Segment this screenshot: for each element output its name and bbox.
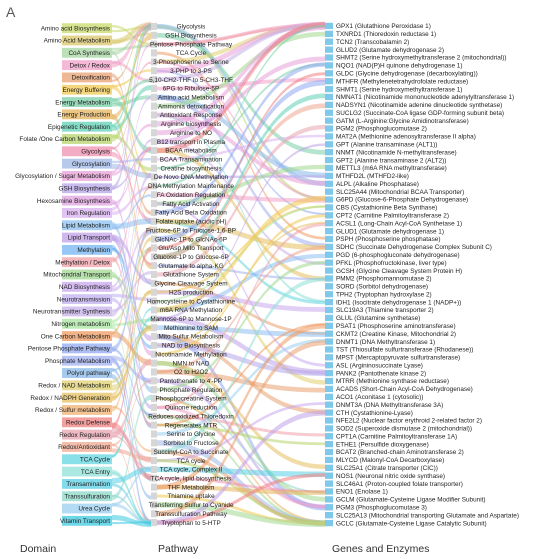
domain-label-mitochondrial-transport: Mitochondrial Transport bbox=[43, 271, 110, 279]
pathway-column-title: Pathway bbox=[158, 543, 199, 555]
pathway-label-fa-oxidation-regulation: FA Oxidation Regulation bbox=[156, 191, 226, 199]
gene-label-slc46a1: SLC46A1 (Proton-coupled folate transporter) bbox=[336, 480, 463, 488]
gene-label-cth: CTH (Cystathionine-Lyase) bbox=[336, 409, 413, 417]
pathway-label-antioxidant-response: Antioxidant Response bbox=[159, 112, 223, 120]
gene-node-bar bbox=[325, 236, 333, 242]
pathway-node-bar bbox=[151, 147, 157, 154]
pathway-label-m6a-rna-methylation: m6A RNA Methylation bbox=[159, 307, 223, 315]
pathway-node-bar bbox=[151, 129, 157, 136]
pathway-label-phosphate-regulation: Phosphate Regulation bbox=[159, 386, 223, 394]
pathway-label-5-10-ch2-thf-to-5-ch3-thf: 5,10-CH2-THF to 5-CH3-THF bbox=[149, 76, 233, 84]
gene-node-bar bbox=[325, 157, 333, 163]
gene-label-gclc: GCLC (Glutamate-Cysteine Ligase Catalytic Subunit) bbox=[336, 520, 487, 528]
domain-label-nitrogen-metabolism: Nitrogen metabolism bbox=[51, 320, 110, 328]
pathway-label-fatty-acid-activation: Fatty Acid Activation bbox=[162, 200, 220, 208]
gene-node-bar bbox=[325, 181, 333, 187]
gene-node-bar bbox=[325, 212, 333, 218]
gene-label-gclm: GCLM (Glutamate-Cysteine Ligase Modifier Subunit) bbox=[336, 496, 486, 504]
gene-node-bar bbox=[325, 46, 333, 52]
domain-label-tca-cycle: TCA Cycle bbox=[79, 456, 110, 464]
pathway-node-bar bbox=[151, 262, 157, 269]
pathway-label-homocysteine-to-cystathionine: Homocysteine to Cystathionine bbox=[146, 298, 236, 306]
domain-label-one-carbon-metabolism: One Carbon Metabolism bbox=[40, 333, 110, 341]
domain-label-energy-metabolism: Energy Metabolism bbox=[55, 99, 110, 107]
pathway-node-bar bbox=[151, 120, 157, 127]
domain-label-redox-nadph-generation: Redox / NADPH Generation bbox=[30, 394, 110, 402]
gene-label-mthfr: MTHFR (Methylenetetrahydrofolate reductase) bbox=[336, 78, 469, 86]
gene-node-bar bbox=[325, 346, 333, 352]
gene-label-pmm2: PMM2 (Phosphomannomutase 2) bbox=[336, 275, 432, 283]
gene-node-bar bbox=[325, 54, 333, 60]
pathway-label-fatty-acid-beta-oxidation: Fatty Acid Beta Oxidation bbox=[155, 209, 227, 217]
gene-node-bar bbox=[325, 433, 333, 439]
gene-node-bar bbox=[325, 480, 333, 486]
domain-column-title: Domain bbox=[20, 543, 57, 555]
domain-label-vitamin-transport: Vitamin Transport bbox=[60, 518, 110, 526]
domain-label-amino-acid-metabolism: Amino Acid Metabolism bbox=[43, 37, 110, 45]
domain-label-tca-entry: TCA Entry bbox=[80, 468, 110, 476]
gene-node-bar bbox=[325, 94, 333, 100]
gene-node-bar bbox=[325, 31, 333, 37]
pathway-label-thiamine-uptake: Thiamine uptake bbox=[167, 493, 215, 501]
gene-node-bar bbox=[325, 204, 333, 210]
gene-label-nos1: NOS1 (Neuronal nitric oxide synthase) bbox=[336, 472, 446, 480]
pathway-label-tca-cycle-lipid-biosynthesis: TCA cycle, lipid biosynthesis bbox=[150, 475, 232, 483]
gene-label-pank2: PANK2 (Pantothenate kinase 2) bbox=[336, 370, 427, 378]
domain-label-coa-synthesis: CoA Synthesis bbox=[68, 49, 110, 57]
pathway-label-dna-methylation-maintenance: DNA Methylation Maintenance bbox=[148, 183, 234, 191]
pathway-label-pantothenate-to-4-pp: Pantothenate to 4'-PP bbox=[159, 378, 223, 386]
gene-label-nfe2l2: NFE2L2 (Nuclear factor erythroid 2-related factor 2) bbox=[336, 417, 482, 425]
gene-node-bar bbox=[325, 457, 333, 463]
pathway-label-3-php-to-3-ps: 3-PHP to 3-PS bbox=[170, 67, 212, 75]
gene-node-bar bbox=[325, 228, 333, 234]
gene-label-aco1: ACO1 (Aconitase 1 (cytosolic)) bbox=[336, 394, 424, 402]
gene-label-pgd: PGD (6-phosphogluconate dehydrogenase) bbox=[336, 251, 460, 259]
pathway-node-bar bbox=[151, 23, 157, 30]
domain-label-transamination: Transamination bbox=[66, 481, 110, 489]
domain-label-glycolysis: Glycolysis bbox=[81, 148, 110, 156]
pathway-node-bar bbox=[151, 342, 157, 349]
domain-label-amino-acid-biosynthesis: Amino acid Biosynthesis bbox=[40, 25, 110, 33]
gene-label-alpl: ALPL (Alkaline Phosphatase) bbox=[336, 180, 419, 188]
pathway-node-bar bbox=[151, 271, 157, 278]
gene-label-nmnat1: NMNAT1 (Nicotinamide mononucleotide adenylyltransferase 1) bbox=[336, 94, 515, 102]
pathway-node-bar bbox=[151, 200, 157, 207]
pathway-label-methionine-to-sam: Methionine to SAM bbox=[164, 324, 218, 332]
gene-label-cpt1a: CPT1A (Carnitine Palmitoyltransferase 1A) bbox=[336, 433, 458, 441]
pathway-label-thf-metabolism: THF Metabolism bbox=[167, 484, 215, 492]
gene-node-bar bbox=[325, 86, 333, 92]
gene-node-bar bbox=[325, 496, 333, 502]
gene-node-bar bbox=[325, 417, 333, 423]
gene-node-bar bbox=[325, 165, 333, 171]
domain-label-epigenetic-regulation: Epigenetic Regulation bbox=[47, 123, 110, 131]
gene-node-bar bbox=[325, 267, 333, 273]
gene-label-shmt1: SHMT1 (Serine hydroxymethyltransferase 1) bbox=[336, 86, 463, 94]
gene-node-bar bbox=[325, 70, 333, 76]
gene-label-nadsyn1: NADSYN1 (Nicotinamide adenine dinucleotide synthetase) bbox=[336, 102, 503, 110]
gene-label-gldc: GLDC (Glycine dehydrogenase (decarboxylating)) bbox=[336, 70, 478, 78]
gene-label-shmt2: SHMT2 (Serine hydroxymethyltransferase 2 (mitochondrial)) bbox=[336, 54, 507, 62]
gene-node-bar bbox=[325, 323, 333, 329]
gene-label-g6pd: G6PD (Glucose-6-Phosphate Dehydrogenase) bbox=[336, 196, 469, 204]
gene-node-bar bbox=[325, 315, 333, 321]
gene-node-bar bbox=[325, 133, 333, 139]
gene-label-dnmt1: DNMT1 (DNA Methyltransferase 1) bbox=[336, 338, 436, 346]
gene-label-slc25a1: SLC25A1 (Citrate transporter (CIC)) bbox=[336, 465, 438, 473]
gene-label-tcn2: TCN2 (Transcobalamin 2) bbox=[336, 38, 410, 46]
pathway-label-6pg-to-ribulose-5p: 6PG to Ribulose-5P bbox=[162, 85, 220, 93]
gene-label-slc25a13: SLC25A13 (Mitochondrial transporting Glutamate and Aspartate) bbox=[336, 512, 519, 520]
pathway-label-sorbitol-to-fructose: Sorbitol to Fructose bbox=[163, 440, 219, 448]
gene-node-bar bbox=[325, 244, 333, 250]
pathway-label-glycolysis: Glycolysis bbox=[176, 23, 206, 31]
gene-label-gpt: GPT (Alanine transaminase (ALT1)) bbox=[336, 141, 438, 149]
gene-label-nqo1: NQO1 (NAD(P)H quinone dehydrogenase 1) bbox=[336, 62, 463, 70]
pathway-node-bar bbox=[151, 289, 157, 296]
gene-label-ckmt2: CKMT2 (Creatine Kinase, Mitochondrial 2) bbox=[336, 330, 457, 338]
gene-node-bar bbox=[325, 520, 333, 526]
gene-label-idh1: IDH1 (Isocitrate dehydrogenase 1 (NADP+)) bbox=[336, 299, 462, 307]
pathway-label-tca-cycle-complex-ii: TCA cycle, Complex II bbox=[159, 466, 223, 474]
pathway-label-bcaa-transamination: BCAA Transamination bbox=[159, 156, 223, 164]
pathway-label-amino-acid-metabolism: Amino acid Metabolism bbox=[157, 94, 225, 102]
pathway-label-pentose-phosphate-pathway: Pentose Phosphate Pathway bbox=[149, 41, 233, 49]
pathway-node-bar bbox=[151, 404, 157, 411]
domain-label-pentose-phosphate-pathway: Pentose Phosphate Pathway bbox=[27, 345, 110, 353]
pathway-node-bar bbox=[151, 49, 157, 56]
pathway-label-transsulfuration-pathway: Transsulfuration Pathway bbox=[155, 510, 227, 518]
pathway-node-bar bbox=[151, 111, 157, 118]
pathway-label-de-novo-dna-methylation: De Novo DNA Methylation bbox=[153, 174, 229, 182]
pathway-node-bar bbox=[151, 484, 157, 491]
pathway-label-h2s-production: H2S production bbox=[168, 289, 214, 297]
gene-label-cbs: CBS (Cystathionine Beta Synthase) bbox=[336, 204, 438, 212]
pathway-label-b12-transport-in-plasma: B12 transport in Plasma bbox=[156, 138, 226, 146]
gene-label-psph: PSPH (Phosphoserine phosphatase) bbox=[336, 236, 441, 244]
pathway-label-transferring-sulfur-to-cyanide: Transferring Sulfur to Cyanide bbox=[148, 502, 234, 510]
gene-label-suclg2: SUCLG2 (Succinate-CoA ligase GDP-forming subunit beta) bbox=[336, 109, 505, 117]
gene-node-bar bbox=[325, 125, 333, 131]
gene-node-bar bbox=[325, 449, 333, 455]
gene-node-bar bbox=[325, 425, 333, 431]
gene-label-nnmt: NNMT (Nicotinamide N-methyltransferase) bbox=[336, 149, 457, 157]
pathway-node-bar bbox=[151, 377, 157, 384]
domain-label-methylation: Methylation bbox=[77, 247, 110, 255]
gene-node-bar bbox=[325, 291, 333, 297]
gene-label-acsl1: ACSL1 (Long-Chain Acyl-CoA Synthetase 1) bbox=[336, 220, 463, 228]
gene-label-pgm2: PGM2 (Phosphoglucomutase 2) bbox=[336, 125, 427, 133]
gene-label-mat2a: MAT2A (Methionine adenosyltransferase II alpha) bbox=[336, 133, 476, 141]
domain-label-neurotransmitter-synthesis: Neurotransmitter Synthesis bbox=[32, 308, 110, 316]
gene-label-tst: TST (Thiosulfate sulfurtransferase (Rhodanese)) bbox=[336, 346, 474, 354]
gene-label-glud2: GLUD2 (Glutamate dehydrogenase 2) bbox=[336, 46, 444, 54]
pathway-label-succinyl-coa-to-succinate: Succinyl-CoA to Succinate bbox=[153, 448, 229, 456]
pathway-node-bar bbox=[151, 67, 157, 74]
pathway-label-glycine-cleavage-system: Glycine Cleavage System bbox=[154, 280, 228, 288]
gene-node-bar bbox=[325, 62, 333, 68]
gene-node-bar bbox=[325, 39, 333, 45]
gene-node-bar bbox=[325, 354, 333, 360]
pathway-label-nmn-to-nad: NMN to NAD bbox=[172, 360, 210, 368]
pathway-node-bar bbox=[151, 360, 157, 367]
gene-node-bar bbox=[325, 402, 333, 408]
pathway-label-glcnac-1p-to-glcnac-6p: GlcNAc-1P to GlcNAc-6P bbox=[155, 236, 227, 244]
domain-label-redox-antioxidant: Redox/Antioxidant bbox=[58, 444, 110, 452]
pathway-node-bar bbox=[151, 457, 157, 464]
gene-node-bar bbox=[325, 512, 333, 518]
gene-label-slc19a3: SLC19A3 (Thiamine transporter 2) bbox=[336, 307, 434, 315]
gene-node-bar bbox=[325, 275, 333, 281]
pathway-label-quinone-reduction: Quinone reduction bbox=[164, 404, 218, 412]
pathway-node-bar bbox=[151, 386, 157, 393]
gene-node-bar bbox=[325, 362, 333, 368]
gene-node-bar bbox=[325, 220, 333, 226]
gene-label-mlycd: MLYCD (Malonyl-CoA Decarboxylase) bbox=[336, 457, 445, 465]
gene-label-gcsh: GCSH (Glycine Cleavage System Protein H) bbox=[336, 267, 463, 275]
pathway-label-nicotinamide-methylation: Nicotinamide Methylation bbox=[155, 351, 227, 359]
pathway-node-bar bbox=[151, 439, 157, 446]
pathway-node-bar bbox=[151, 156, 157, 163]
gene-label-mettl3: METTL3 (m6A RNA methyltransferase) bbox=[336, 165, 447, 173]
pathway-node-bar bbox=[151, 32, 157, 39]
gene-node-bar bbox=[325, 331, 333, 337]
domain-label-energy-production: Energy Production bbox=[57, 111, 110, 119]
gene-node-bar bbox=[325, 409, 333, 415]
gene-label-tph2: TPH2 (Tryptophan hydroxylase 2) bbox=[336, 291, 432, 299]
pathway-label-gsh-biosynthesis: GSH Biosynthesis bbox=[165, 32, 217, 40]
gene-node-bar bbox=[325, 378, 333, 384]
domain-label-glycosylation-sugar-metabolism: Glycosylation / Sugar Metabolism bbox=[15, 173, 110, 181]
gene-label-ethe1: ETHE1 (Persulfide dioxygenase) bbox=[336, 441, 429, 449]
domain-label-nad-biosynthesis: NAD Biosynthesis bbox=[58, 284, 110, 292]
gene-node-bar bbox=[325, 488, 333, 494]
pathway-label-arginine-to-no: Arginine to NO bbox=[170, 129, 212, 137]
pathway-label-mito-sulfur-metabolism: Mito Sulfur Metabolism bbox=[158, 333, 224, 341]
pathway-label-glutathione-system: Glutathione System bbox=[163, 271, 219, 279]
panel-label: A bbox=[6, 4, 16, 20]
pathway-node-bar bbox=[151, 244, 157, 251]
gene-node-bar bbox=[325, 173, 333, 179]
pathway-label-phosphocreatine-system: Phosphocreatine System bbox=[155, 395, 227, 403]
pathway-label-tryptophan-to-5-htp: Tryptophan to 5-HTP bbox=[161, 519, 221, 527]
gene-node-bar bbox=[325, 473, 333, 479]
domain-label-lipid-transport: Lipid Transport bbox=[67, 234, 110, 242]
gene-node-bar bbox=[325, 117, 333, 123]
pathway-label-glutamate-to-alpha-kg: Glutamate to alpha-KG bbox=[158, 262, 224, 270]
pathway-node-bar bbox=[151, 368, 157, 375]
pathway-node-bar bbox=[151, 94, 157, 101]
domain-label-folate-one-carbon-metabolism: Folate /One Carbon Metabolism bbox=[19, 136, 110, 144]
domain-label-hexosamine-biosynthesis: Hexosamine Biosynthesis bbox=[36, 197, 110, 205]
domain-pathway-link bbox=[112, 158, 151, 163]
gene-label-glud1: GLUD1 (Glutamate dehydrogenase 1) bbox=[336, 228, 444, 236]
gene-label-sod2: SOD2 (Superoxide dismutase 2 (mitochondrial)) bbox=[336, 425, 473, 433]
pathway-label-folate-uptake-acidic-ph: Folate uptake (acidic pH) bbox=[155, 218, 227, 226]
gene-label-mtrr: MTRR (Methionine synthase reductase) bbox=[336, 378, 449, 386]
gene-node-bar bbox=[325, 23, 333, 29]
domain-label-redox-sulfur-metabolism: Redox / Sulfur metabolism bbox=[35, 407, 110, 415]
domain-label-detoxification: Detoxification bbox=[71, 74, 110, 82]
pathway-label-o2-to-h2o2: O2 to H2O2 bbox=[173, 369, 209, 377]
gene-node-bar bbox=[325, 102, 333, 108]
gene-node-bar bbox=[325, 299, 333, 305]
gene-node-bar bbox=[325, 252, 333, 258]
domain-label-detox-redox: Detox / Redox bbox=[69, 62, 110, 70]
gene-node-bar bbox=[325, 338, 333, 344]
domain-label-polyol-pathway: Polyol pathway bbox=[67, 370, 110, 378]
gene-label-sdhc: SDHC (Succinate Dehydrogenase Complex Subunit C) bbox=[336, 244, 492, 252]
domain-label-redox-regulation: Redox Regulation bbox=[59, 431, 110, 439]
gene-node-bar bbox=[325, 386, 333, 392]
domain-label-energy-buffering: Energy Buffering bbox=[62, 86, 110, 94]
gene-node-bar bbox=[325, 260, 333, 266]
gene-label-gatm: GATM (L-Arginine:Glycine Amidinotransferase) bbox=[336, 117, 469, 125]
gene-label-gpt2: GPT2 (Alanine transaminase 2 (ALT2)) bbox=[336, 157, 447, 165]
pathway-label-mannose-6p-to-mannose-1p: Mannose-6P to Mannose-1P bbox=[150, 315, 232, 323]
gene-label-acads: ACADS (Short-Chain Acyl-CoA Dehydrogenase) bbox=[336, 386, 473, 394]
gene-node-bar bbox=[325, 188, 333, 194]
gene-label-pgm3: PGM3 (Phosphoglucomutase 3) bbox=[336, 504, 427, 512]
gene-node-bar bbox=[325, 283, 333, 289]
gene-node-bar bbox=[325, 149, 333, 155]
gene-node-bar bbox=[325, 307, 333, 313]
gene-label-glul: GLUL (Glutamine synthetase) bbox=[336, 315, 421, 323]
gene-node-bar bbox=[325, 370, 333, 376]
domain-label-gsh-biosynthesis: GSH Biosynthesis bbox=[58, 185, 110, 193]
pathway-node-bar bbox=[151, 492, 157, 499]
gene-label-gpx1: GPX1 (Glutathione Peroxidase 1) bbox=[336, 23, 431, 31]
gene-node-bar bbox=[325, 504, 333, 510]
domain-label-redox-nad-metabolism: Redox / NAD Metabolism bbox=[38, 382, 110, 390]
pathway-label-fructose-6p-to-fructose-1-6-bp: Fructose-6P to Fructose-1,6-BP bbox=[145, 227, 237, 235]
pathway-label-tca-cycle: TCA Cycle bbox=[175, 50, 207, 58]
gene-label-mpst: MPST (Mercaptopyruvate sulfurtransferase) bbox=[336, 354, 461, 362]
domain-label-iron-regulation: Iron Regulation bbox=[66, 210, 110, 218]
gene-node-bar bbox=[325, 394, 333, 400]
pathway-node-bar bbox=[151, 165, 157, 172]
domain-label-urea-cycle: Urea Cycle bbox=[78, 505, 110, 513]
gene-node-bar bbox=[325, 441, 333, 447]
pathway-label-reduces-oxidized-thioredoxin: Reduces oxidized Thioredoxin bbox=[148, 413, 234, 421]
pathway-label-glu-asp-mito-transport: Glu/Asp Mito Transport bbox=[158, 245, 224, 253]
gene-node-bar bbox=[325, 141, 333, 147]
pathway-label-regenerates-mtr: Regenerates MTR bbox=[164, 422, 218, 430]
pathway-label-serine-to-glycine: Serine to Glycine bbox=[166, 431, 216, 439]
gene-label-dnmt3a: DNMT3A (DNA Methyltransferase 3A) bbox=[336, 401, 444, 409]
domain-label-phosphate-metabolism: Phosphate Metabolism bbox=[44, 357, 110, 365]
pathway-label-creatine-biosynthesis: Creatine biosynthesis bbox=[160, 165, 222, 173]
gene-label-cpt2: CPT2 (Carnitine Palmitoyltransferase 2) bbox=[336, 212, 449, 220]
gene-node-bar bbox=[325, 110, 333, 116]
gene-node-bar bbox=[325, 465, 333, 471]
domain-label-methylation-detox: Methylation / Detox bbox=[55, 259, 110, 267]
pathway-node-bar bbox=[151, 422, 157, 429]
pathway-node-bar bbox=[151, 306, 157, 313]
pathway-node-bar bbox=[151, 324, 157, 331]
domain-label-neurotransmission: Neurotransmission bbox=[56, 296, 110, 304]
gene-label-psat1: PSAT1 (Phosphoserine aminotransferase) bbox=[336, 322, 456, 330]
pathway-label-ammonia-detoxification: Ammonia detoxification bbox=[157, 103, 225, 111]
pathway-node-bar bbox=[151, 333, 157, 340]
pathway-label-3-phosphoserine-to-serine: 3-Phosphoserine to Serine bbox=[153, 59, 229, 67]
pathway-label-nad-to-biosynthesis: NAD to Biosynthesis bbox=[161, 342, 221, 350]
pathway-label-glucose-1p-to-glucose-6p: Glucose-1P to Glucose-6P bbox=[153, 253, 229, 261]
gene-label-asl: ASL (Argininosuccinate Lyase) bbox=[336, 362, 423, 370]
pathway-node-bar bbox=[151, 466, 157, 473]
domain-label-glycosylation: Glycosylation bbox=[71, 160, 110, 168]
gene-node-bar bbox=[325, 78, 333, 84]
pathway-label-tca-cycle: TCA cycle bbox=[176, 457, 206, 465]
gene-label-txnrd1: TXNRD1 (Thioredoxin reductase 1) bbox=[336, 31, 437, 39]
pathway-node-bar bbox=[151, 430, 157, 437]
gene-label-eno1: ENO1 (Enolase 1) bbox=[336, 488, 388, 496]
domain-label-lipid-metabolism: Lipid Metabolism bbox=[62, 222, 110, 230]
pathway-label-arginine-biosynthesis: Arginine biosynthesis bbox=[160, 121, 222, 129]
pathway-label-bcaa-metabolism: BCAA metabolism bbox=[165, 147, 217, 155]
pathway-node-bar bbox=[151, 103, 157, 110]
gene-label-slc25a44: SLC25A44 (Mitochondrial BCAA Transporter) bbox=[336, 188, 465, 196]
gene-node-bar bbox=[325, 196, 333, 202]
gene-label-pfkl: PFKL (Phosphofructokinase, liver type) bbox=[336, 259, 447, 267]
genes-column-title: Genes and Enzymes bbox=[332, 543, 430, 555]
domain-label-redox-defense: Redox Defense bbox=[65, 419, 110, 427]
gene-label-bcat2: BCAT2 (Branched-chain Aminotransferase 2) bbox=[336, 449, 464, 457]
gene-label-sord: SORD (Sorbitol dehydrogenase) bbox=[336, 283, 428, 291]
domain-label-transsulfuration: Transsulfuration bbox=[64, 493, 110, 501]
pathway-node-bar bbox=[151, 519, 157, 526]
gene-label-mthfd2l: MTHFD2L (MTHFD2-like) bbox=[336, 173, 409, 181]
pathway-node-bar bbox=[151, 85, 157, 92]
